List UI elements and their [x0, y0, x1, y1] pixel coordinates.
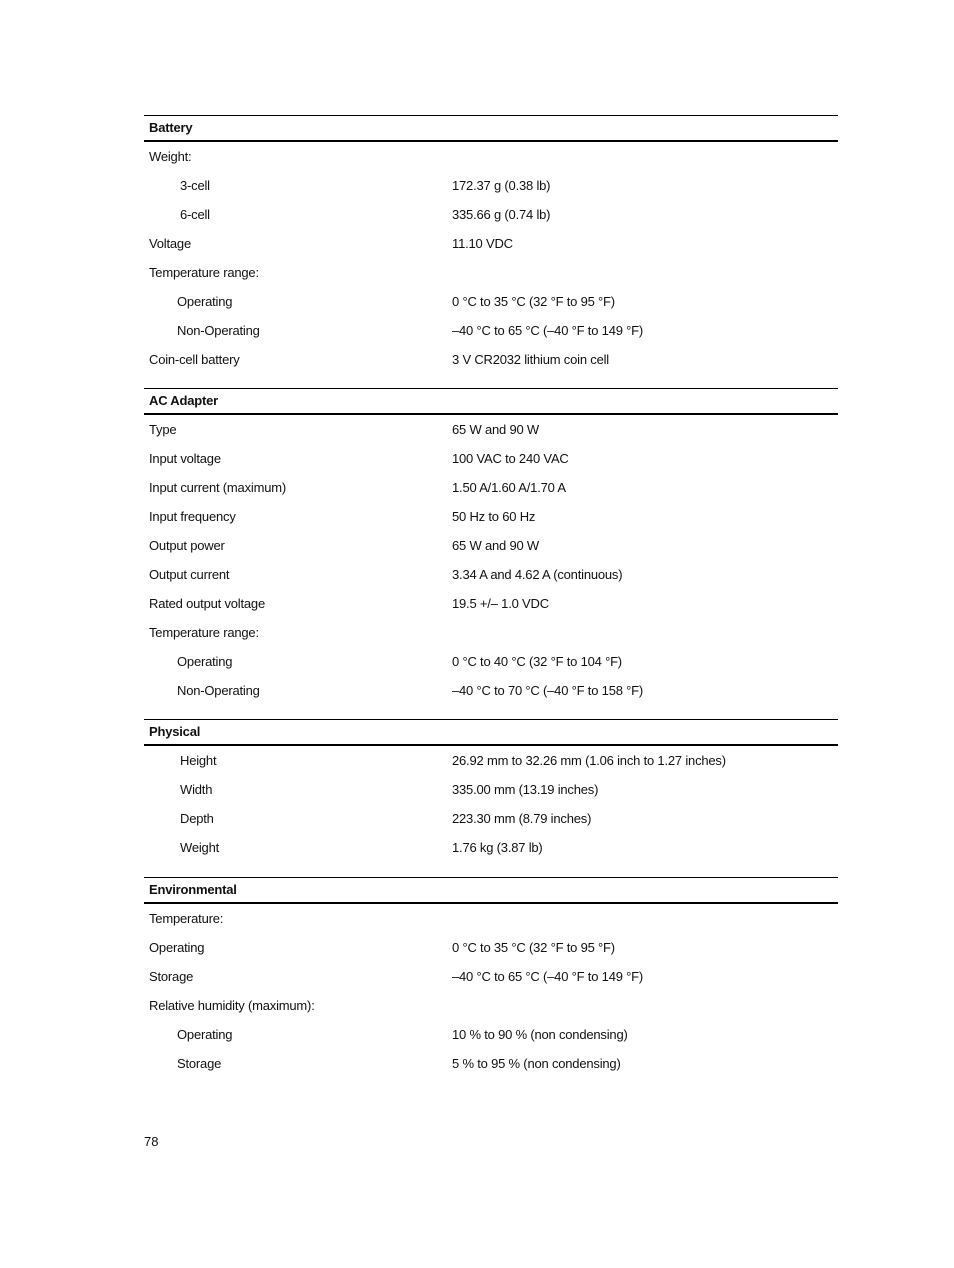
- spec-label: Non-Operating: [177, 323, 260, 338]
- section-header-physical: Physical: [144, 719, 838, 746]
- spec-label: Input voltage: [149, 451, 221, 466]
- spec-value: 10 % to 90 % (non condensing): [452, 1027, 628, 1042]
- spec-value: 19.5 +/– 1.0 VDC: [452, 596, 549, 611]
- spec-label: Operating: [149, 940, 205, 955]
- table-row: [144, 676, 838, 705]
- spec-label: Operating: [177, 654, 233, 669]
- spec-label: Output current: [149, 567, 230, 582]
- spec-value: 0 °C to 35 °C (32 °F to 95 °F): [452, 940, 615, 955]
- table-row: [144, 415, 838, 444]
- battery-table: [144, 115, 838, 374]
- table-row: [144, 444, 838, 473]
- spec-label: Coin-cell battery: [149, 352, 240, 367]
- physical-table: [144, 719, 838, 862]
- table-row: [144, 560, 838, 589]
- spec-value: 11.10 VDC: [452, 236, 513, 251]
- table-row: [144, 589, 838, 618]
- table-row: [144, 775, 838, 804]
- spec-label: Temperature:: [149, 911, 224, 926]
- spec-label: Non-Operating: [177, 683, 260, 698]
- spec-value: –40 °C to 65 °C (–40 °F to 149 °F): [452, 969, 644, 984]
- spec-label: 6-cell: [180, 207, 210, 222]
- spec-label: Rated output voltage: [149, 596, 265, 611]
- ac-adapter-table: [144, 388, 838, 705]
- spec-value: 3.34 A and 4.62 A (continuous): [452, 567, 623, 582]
- section-header-ac-adapter: AC Adapter: [144, 388, 838, 415]
- table-row: [144, 473, 838, 502]
- spec-value: 0 °C to 35 °C (32 °F to 95 °F): [452, 294, 615, 309]
- spec-label: Type: [149, 422, 177, 437]
- table-row: [144, 933, 838, 962]
- table-row: [144, 287, 838, 316]
- table-row: [144, 833, 838, 862]
- table-row: [144, 804, 838, 833]
- spec-value: 1.50 A/1.60 A/1.70 A: [452, 480, 566, 495]
- environmental-table: [144, 877, 838, 1078]
- spec-value: 3 V CR2032 lithium coin cell: [452, 352, 609, 367]
- spec-value: 172.37 g (0.38 lb): [452, 178, 551, 193]
- spec-label: Operating: [177, 294, 233, 309]
- table-row: [144, 962, 838, 991]
- table-row: [144, 200, 838, 229]
- section-header-environmental: Environmental: [144, 877, 838, 904]
- spec-value: 100 VAC to 240 VAC: [452, 451, 569, 466]
- spec-label: Storage: [149, 969, 194, 984]
- spec-value: 223.30 mm (8.79 inches): [452, 811, 592, 826]
- spec-value: 65 W and 90 W: [452, 422, 539, 437]
- table-row: [144, 258, 838, 287]
- spec-value: 26.92 mm to 32.26 mm (1.06 inch to 1.27 inches): [452, 753, 726, 768]
- spec-label: Width: [180, 782, 213, 797]
- spec-value: 50 Hz to 60 Hz: [452, 509, 536, 524]
- spec-label: Weight: [180, 840, 220, 855]
- table-row: [144, 618, 838, 647]
- spec-value: –40 °C to 65 °C (–40 °F to 149 °F): [452, 323, 644, 338]
- table-row: [144, 229, 838, 258]
- spec-label: Weight:: [149, 149, 192, 164]
- spec-label: Storage: [177, 1056, 222, 1071]
- section-header-battery: Battery: [144, 115, 838, 142]
- spec-label: Temperature range:: [149, 265, 259, 280]
- spec-label: Input current (maximum): [149, 480, 286, 495]
- spec-value: 5 % to 95 % (non condensing): [452, 1056, 621, 1071]
- spec-label: Temperature range:: [149, 625, 259, 640]
- table-row: [144, 904, 838, 933]
- spec-label: Depth: [180, 811, 214, 826]
- table-row: [144, 171, 838, 200]
- spec-label: Relative humidity (maximum):: [149, 998, 315, 1013]
- table-row: [144, 316, 838, 345]
- spec-label: Operating: [177, 1027, 233, 1042]
- spec-value: –40 °C to 70 °C (–40 °F to 158 °F): [452, 683, 644, 698]
- spec-label: Output power: [149, 538, 225, 553]
- table-row: [144, 991, 838, 1020]
- spec-value: 335.00 mm (13.19 inches): [452, 782, 599, 797]
- table-row: [144, 1049, 838, 1078]
- spec-value: 335.66 g (0.74 lb): [452, 207, 551, 222]
- table-row: [144, 142, 838, 171]
- spec-value: 0 °C to 40 °C (32 °F to 104 °F): [452, 654, 622, 669]
- table-row: [144, 345, 838, 374]
- spec-value: 65 W and 90 W: [452, 538, 539, 553]
- spec-label: Height: [180, 753, 217, 768]
- table-row: [144, 502, 838, 531]
- spec-label: Input frequency: [149, 509, 236, 524]
- spec-label: 3-cell: [180, 178, 210, 193]
- table-row: [144, 647, 838, 676]
- table-row: [144, 746, 838, 775]
- page-number: 78: [144, 1134, 159, 1149]
- spec-value: 1.76 kg (3.87 lb): [452, 840, 543, 855]
- table-row: [144, 1020, 838, 1049]
- spec-label: Voltage: [149, 236, 191, 251]
- table-row: [144, 531, 838, 560]
